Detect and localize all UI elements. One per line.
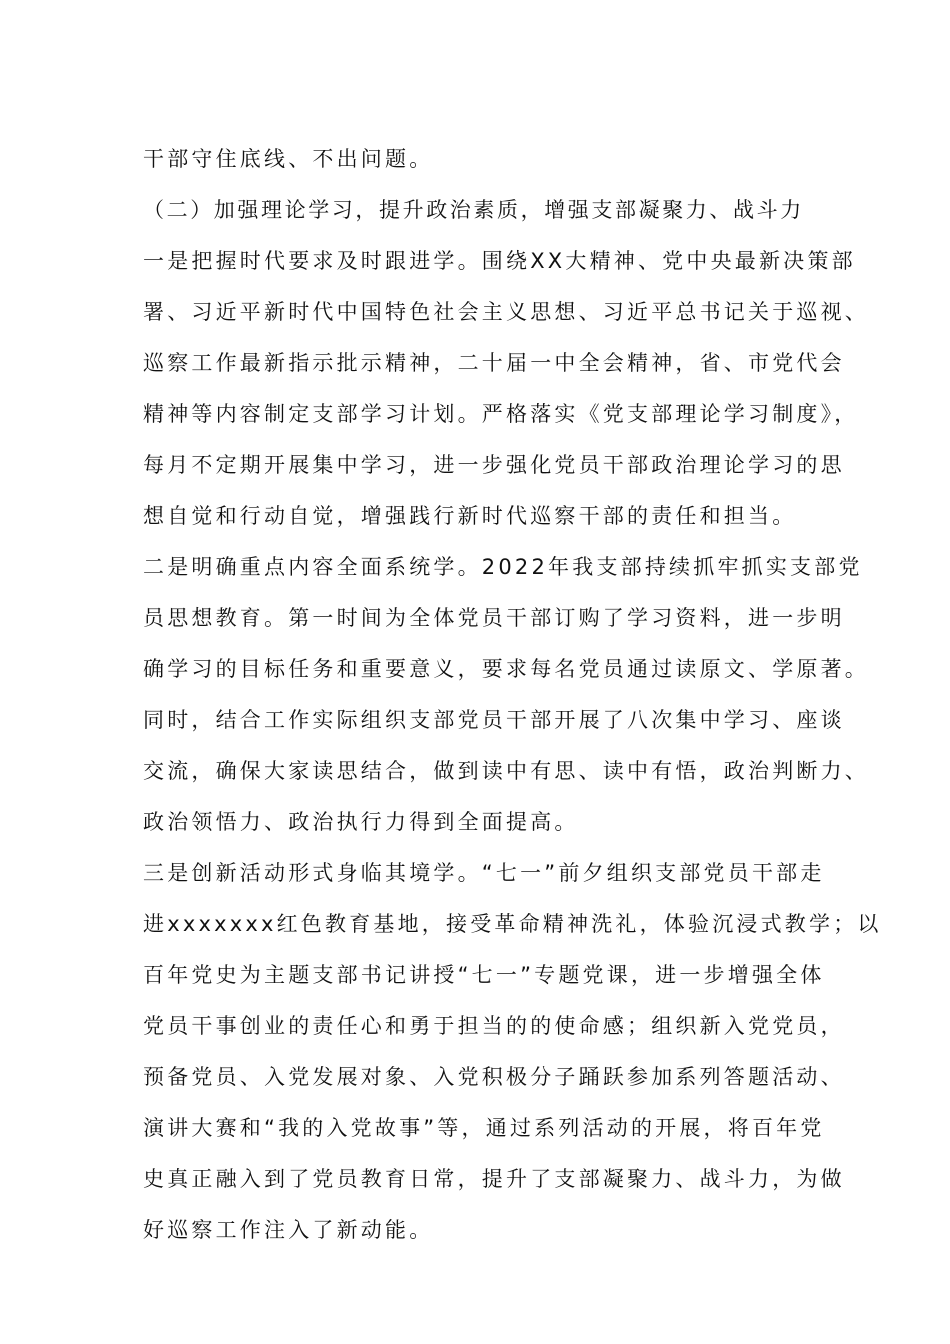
paragraph-line: 精神等内容制定支部学习计划。严格落实《党支部理论学习制度》， [143,402,859,426]
paragraph-line: 同时，结合工作实际组织支部党员干部开展了八次集中学习、座谈 [143,708,845,732]
paragraph-line: 交流，确保大家读思结合，做到读中有思、读中有悟，政治判断力、 [143,759,869,783]
paragraph-line: 百年党史为主题支部书记讲授“七一”专题党课，进一步增强全体 [143,963,825,987]
paragraph-line: 好巡察工作注入了新动能。 [143,1218,434,1242]
paragraph-line: 确学习的目标任务和重要意义，要求每名党员通过读原文、学原著。 [143,657,869,681]
document-body [143,134,882,1256]
paragraph-line: 每月不定期开展集中学习，进一步强化党员干部政治理论学习的思 [143,453,845,477]
paragraph-line: 署、习近平新时代中国特色社会主义思想、习近平总书记关于巡视、 [143,300,869,324]
paragraph-line: 党员干事创业的责任心和勇于担当的的使命感；组织新入党党员， [143,1014,845,1038]
paragraph-line: 进xxxxxxx红色教育基地，接受革命精神洗礼，体验沉浸式教学；以 [143,912,882,936]
paragraph-line: 干部守住底线、不出问题。 [143,147,434,171]
paragraph-line: 巡察工作最新指示批示精神，二十届一中全会精神，省、市党代会 [143,351,845,375]
paragraph-line: 预备党员、入党发展对象、入党积极分子踊跃参加系列答题活动、 [143,1065,845,1089]
paragraph-line: 二是明确重点内容全面系统学。2022年我支部持续抓牢抓实支部党 [143,555,863,579]
paragraph-line: 一是把握时代要求及时跟进学。围绕XX大精神、党中央最新决策部 [143,249,856,273]
paragraph-line: 员思想教育。第一时间为全体党员干部订购了学习资料，进一步明 [143,606,845,630]
paragraph-line: 政治领悟力、政治执行力得到全面提高。 [143,810,579,834]
paragraph-line: 演讲大赛和“我的入党故事”等，通过系列活动的开展，将百年党 [143,1116,825,1140]
paragraph-line: 史真正融入到了党员教育日常，提升了支部凝聚力、战斗力，为做 [143,1167,845,1191]
paragraph-line: 想自觉和行动自觉，增强践行新时代巡察干部的责任和担当。 [143,504,797,528]
section-heading: （二）加强理论学习，提升政治素质，增强支部凝聚力、战斗力 [143,198,804,222]
paragraph-line: 三是创新活动形式身临其境学。“七一”前夕组织支部党员干部走 [143,861,825,885]
